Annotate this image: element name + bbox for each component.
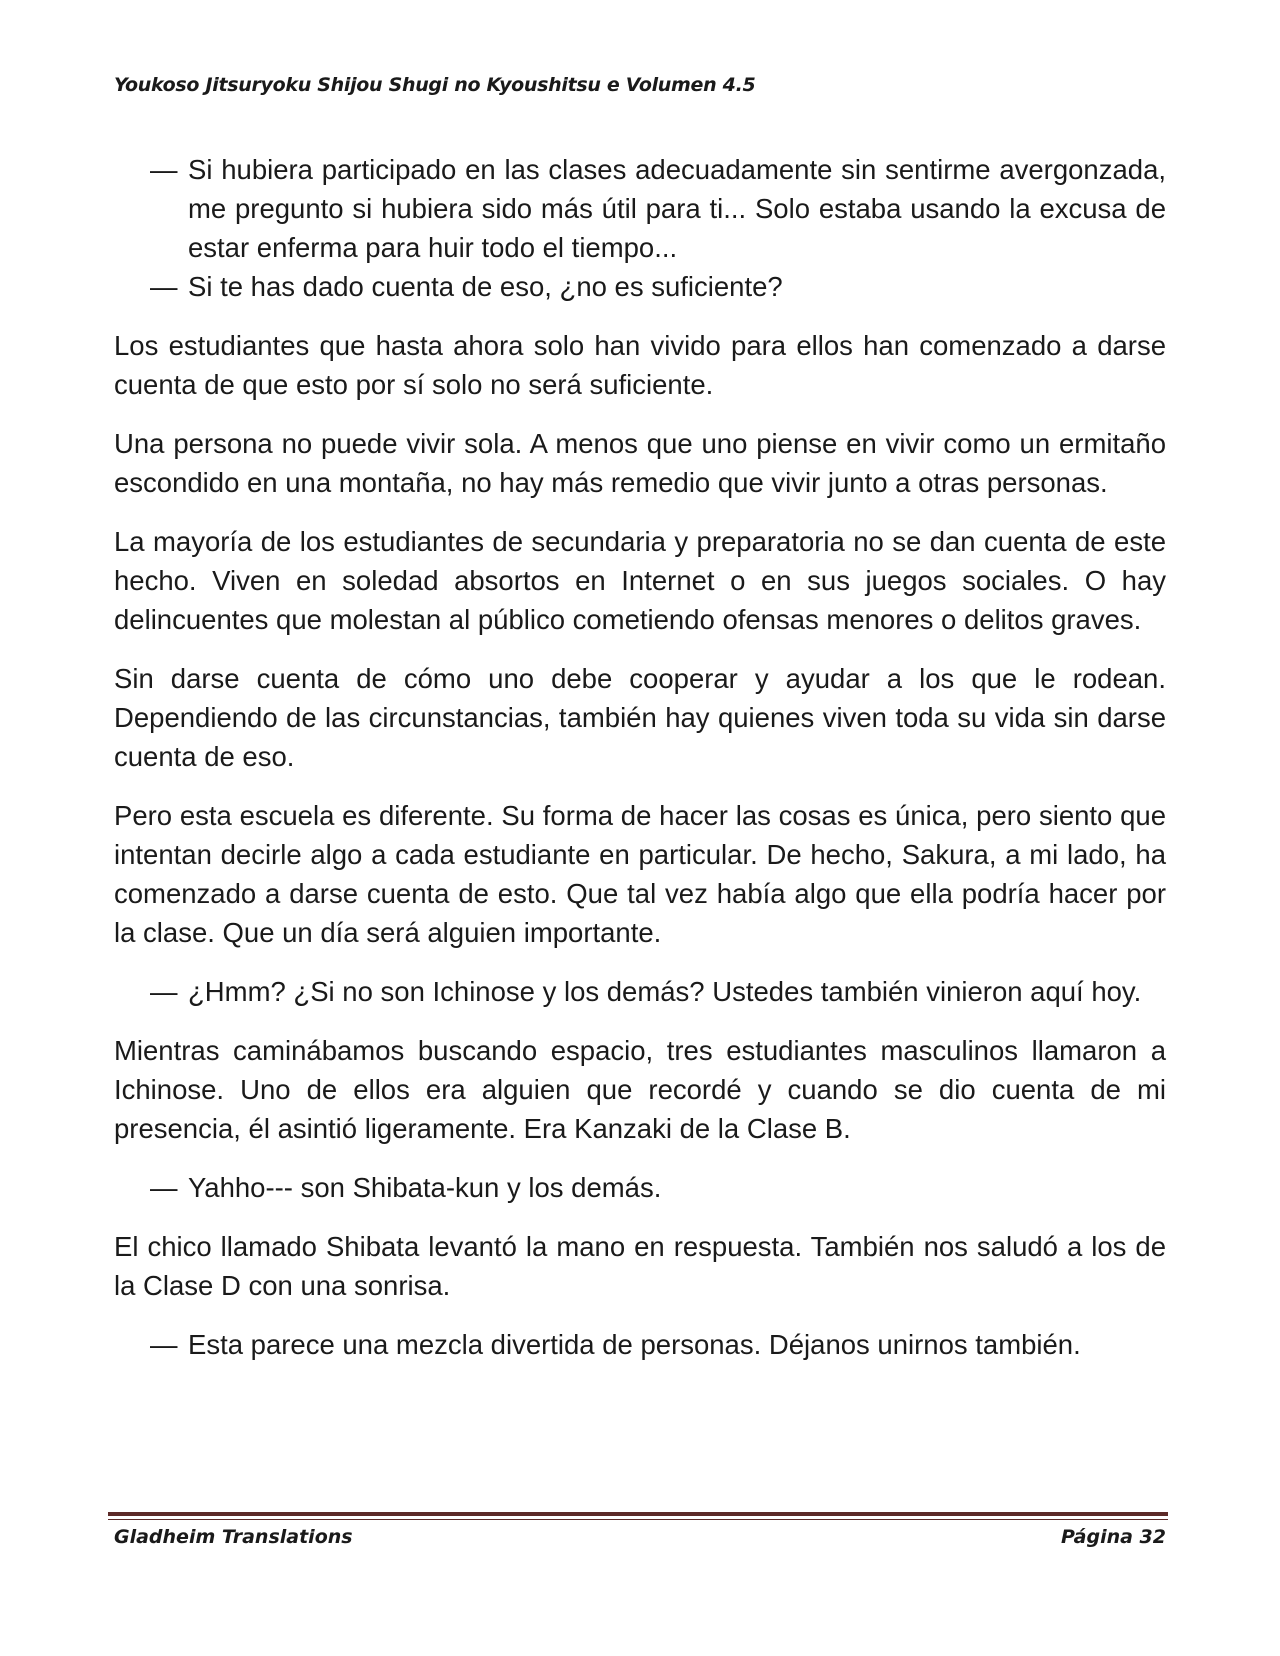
dialogue-dash: —	[150, 271, 178, 302]
paragraph: Los estudiantes que hasta ahora solo han vivido para ellos han comenzado a darse cuenta de que esto por sí solo no será suficiente.	[114, 330, 1166, 400]
dialogue-line	[114, 267, 1166, 306]
dialogue-dash: —	[150, 976, 178, 1007]
page-header-title: Youkoso Jitsuryoku Shijou Shugi no Kyoushitsu e Volumen 4.5	[114, 74, 756, 96]
page-content	[114, 150, 1166, 1384]
dialogue-line	[114, 150, 1166, 267]
footer-divider-thin	[108, 1519, 1168, 1520]
paragraph: Pero esta escuela es diferente. Su forma de hacer las cosas es única, pero siento que intentan decirle algo a cada estudiante en particular. De hecho, Sakura, a mi lado, ha comenzado a darse cuenta de esto. Que tal vez había algo que ella podría hacer por la clase. Que un día será alguien importante.	[114, 800, 1166, 948]
dialogue-text: Si hubiera participado en las clases adecuadamente sin sentirme avergonzada, me pregunto si hubiera sido más útil para ti... Solo estaba usando la excusa de estar enferma para huir todo el tiempo...	[188, 154, 1166, 263]
paragraph: Mientras caminábamos buscando espacio, tres estudiantes masculinos llamaron a Ichinose. Uno de ellos era alguien que recordé y cuando se dio cuenta de mi presencia, él asintió ligeramente. Era Kanzaki de la Clase B.	[114, 1035, 1166, 1144]
footer-divider	[108, 1512, 1168, 1516]
dialogue-dash: —	[150, 1329, 178, 1360]
dialogue-dash: —	[150, 1172, 178, 1203]
dialogue-line	[114, 972, 1166, 1011]
paragraph: Sin darse cuenta de cómo uno debe cooperar y ayudar a los que le rodean. Dependiendo de las circunstancias, también hay quienes viven toda su vida sin darse cuenta de eso.	[114, 663, 1166, 772]
dialogue-text: Esta parece una mezcla divertida de personas. Déjanos unirnos también.	[188, 1329, 1081, 1360]
dialogue-line	[114, 1168, 1166, 1207]
dialogue-line	[114, 1325, 1166, 1364]
page-number: Página 32	[1060, 1526, 1166, 1548]
dialogue-text: ¿Hmm? ¿Si no son Ichinose y los demás? Ustedes también vinieron aquí hoy.	[188, 976, 1142, 1007]
paragraph: El chico llamado Shibata levantó la mano en respuesta. También nos saludó a los de la Clase D con una sonrisa.	[114, 1231, 1166, 1301]
paragraph: Una persona no puede vivir sola. A menos que uno piense en vivir como un ermitaño escondido en una montaña, no hay más remedio que vivir junto a otras personas.	[114, 428, 1166, 498]
dialogue-text: Yahho--- son Shibata-kun y los demás.	[188, 1172, 662, 1203]
footer-credit: Gladheim Translations	[114, 1526, 353, 1548]
paragraph: La mayoría de los estudiantes de secundaria y preparatoria no se dan cuenta de este hecho. Viven en soledad absortos en Internet o en sus juegos sociales. O hay delincuentes que molestan al público cometiendo ofensas menores o delitos graves.	[114, 526, 1166, 635]
dialogue-dash: —	[150, 154, 178, 185]
dialogue-text: Si te has dado cuenta de eso, ¿no es suficiente?	[188, 271, 783, 302]
